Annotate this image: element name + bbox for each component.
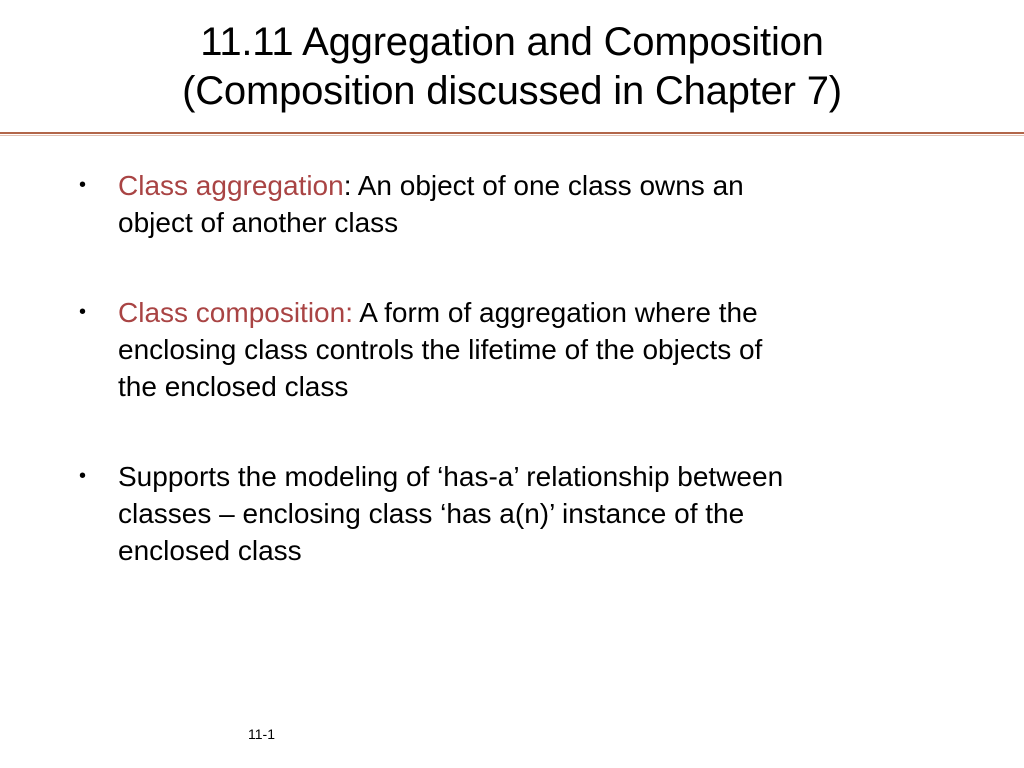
bullet-line-3: the enclosed class (118, 371, 349, 402)
bullet-line-2: object of another class (118, 207, 399, 238)
bullet-line-1: Supports the modeling of ‘has-a’ relationship between (118, 461, 784, 492)
page-number: 11-1 (248, 726, 275, 742)
bullet-line-1 (118, 167, 968, 204)
bullet-line-1-rest: A form of aggregation where the (352, 297, 758, 328)
bullet-icon: • (79, 301, 87, 323)
bullet-line-1 (118, 294, 968, 331)
bullet-text (118, 294, 968, 405)
bullet-text (118, 458, 968, 569)
term-class-composition: Class composition: (118, 297, 353, 328)
title-divider-shadow (0, 135, 1024, 136)
slide-title (0, 18, 1024, 116)
title-line-1: 11.11 Aggregation and Composition (200, 20, 824, 64)
title-divider (0, 132, 1024, 134)
bullet-icon: • (79, 174, 87, 196)
bullet-line-2: classes – enclosing class ‘has a(n)’ instance of the (118, 498, 745, 529)
bullet-icon: • (79, 465, 87, 487)
term-class-aggregation: Class aggregation (118, 170, 344, 201)
bullet-line-3: enclosed class (118, 535, 302, 566)
bullet-line-2: enclosing class controls the lifetime of the objects of (118, 334, 763, 365)
bullet-text (118, 167, 968, 241)
title-line-2: (Composition discussed in Chapter 7) (182, 69, 842, 113)
bullet-line-1-rest: : An object of one class owns an (343, 170, 744, 201)
